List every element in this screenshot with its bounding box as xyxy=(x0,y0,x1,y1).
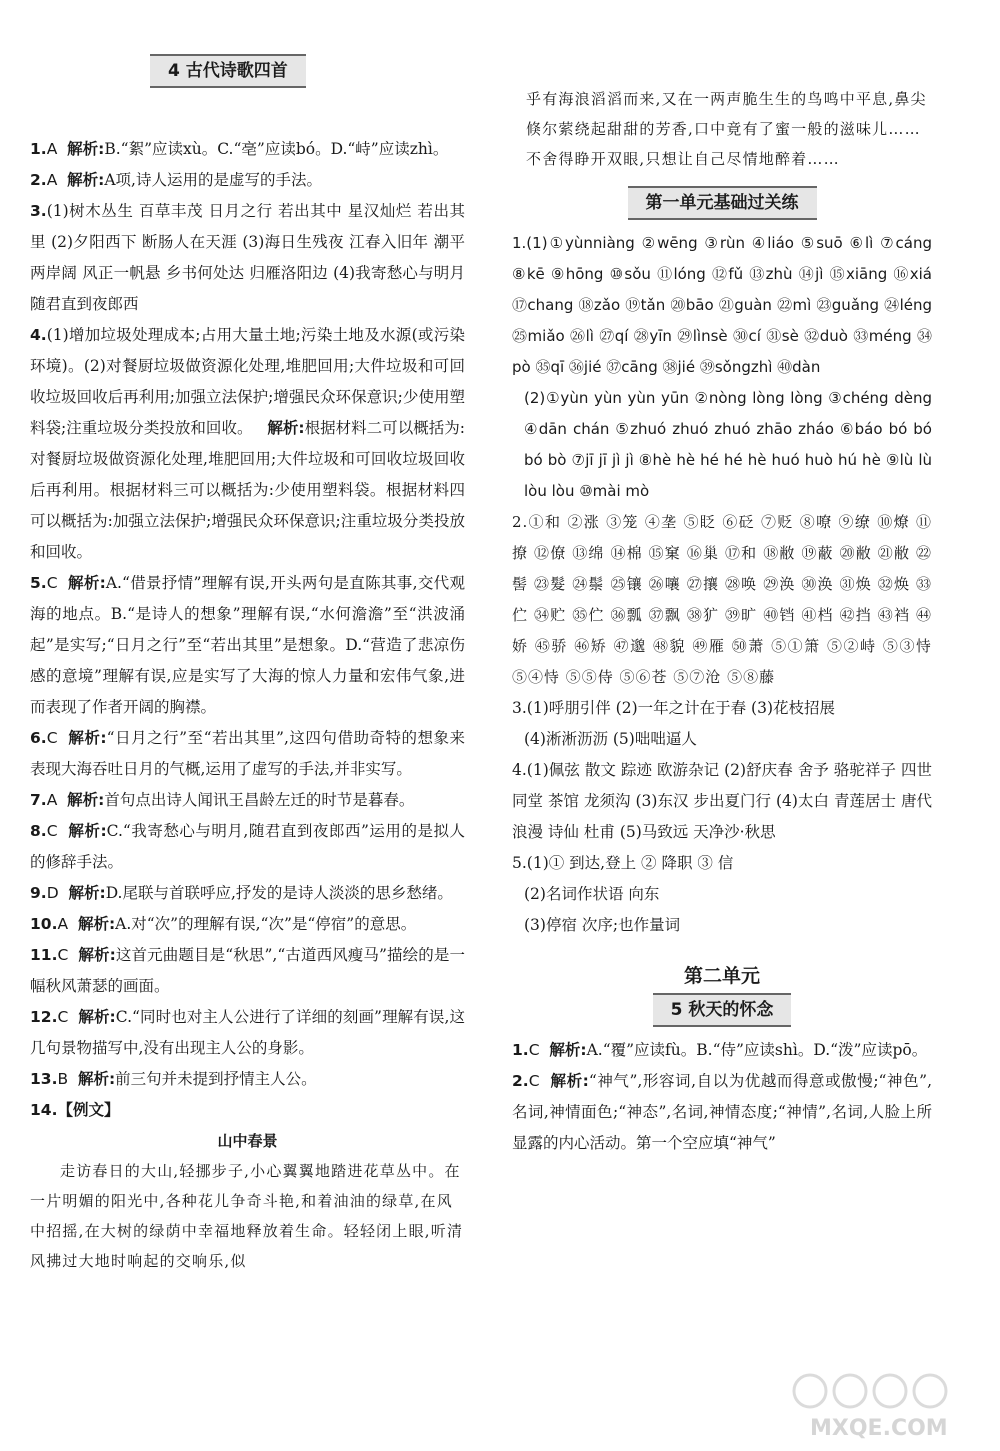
q5-line3: (3)停宿 次序;也作量词 xyxy=(524,916,681,934)
answer-item-10: 10.A 解析:A.对“次”的理解有误,“次”是“停宿”的意思。 xyxy=(30,915,417,933)
watermark-text: MXQE.COM xyxy=(810,1416,948,1441)
q3-line1: 3.(1)呼朋引伴 (2)一年之计在于春 (3)花枝招展 xyxy=(512,699,836,717)
watermark-logo xyxy=(790,1361,980,1441)
essay-title: 山中春景 xyxy=(217,1132,278,1150)
left-heading-wrap xyxy=(30,0,465,86)
right-column xyxy=(512,84,932,1159)
answer-item-11: 11.C 解析:这首元曲题目是“秋思”,“古道西风瘦马”描绘的是一幅秋风萧瑟的画面。 xyxy=(30,946,466,995)
answer-item-13: 13.B 解析:前三句并未提到抒情主人公。 xyxy=(30,1070,317,1088)
lesson5-answer-2: 2.C 解析:“神气”,形容词,自以为优越而得意或傲慢;“神色”,名词,神情面色;“神态”,名词,神情态度;“神情”,名词,人脸上所显露的内心活动。第一个空应填“神气” xyxy=(512,1072,932,1152)
q1-part1: 1.(1)①yùnniàng ②wēng ③rùn ④liáo ⑤suō ⑥lì ⑦cáng ⑧kē ⑨hōng ⑩sǒu ⑪lóng ⑫fǔ ⑬zhù ⑭jì ⑮xiāng ⑯xiá ⑰chang ⑱zǎo ⑲tǎn ⑳bāo ㉑guàn ㉒mì ㉓guǎng ㉔léng ㉕miǎo ㉖lì ㉗qí ㉘yīn ㉙lìnsè ㉚cí ㉛sè ㉜duò ㉝méng ㉞pò ㉟qī ㊱jié ㊲cāng ㊳jié ㊴sǒngzhì ㊵dàn xyxy=(512,234,932,376)
lesson5-heading-wrap xyxy=(512,993,932,1027)
answer-item-2: 2.A 解析:A项,诗人运用的是虚写的手法。 xyxy=(30,171,322,189)
answer-item-3: 3.(1)树木丛生 百草丰茂 日月之行 若出其中 星汉灿烂 若出其里 (2)夕阳西下 断肠人在天涯 (3)海日生残夜 江春入旧年 潮平两岸阔 风正一帆悬 乡书何处达 归雁洛阳边 (4)我寄愁心与明月 随君直到夜郎西 xyxy=(30,202,465,313)
answer-item-4: 4.(1)增加垃圾处理成本;占用大量土地;污染土地及水源(或污染环境)。(2)对餐厨垃圾做资源化处理,堆肥回用;大件垃圾和可回收垃圾回收后再利用;加强立法保护;增强民众环保意识;少使用塑料袋;注重垃圾分类投放和回收。 解析:根据材料二可以概括为:对餐厨垃圾做资源化处理,堆肥回用;大件垃圾和可回收垃圾回收后再利用。根据材料三可以概括为:少使用塑料袋。根据材料四可以概括为:加强立法保护;增强民众环保意识;注重垃圾分类投放和回收。 xyxy=(30,326,465,561)
answer-item-8: 8.C 解析:C.“我寄愁心与明月,随君直到夜郎西”运用的是拟人的修辞手法。 xyxy=(30,822,465,871)
answer-item-9: 9.D 解析:D.尾联与首联呼应,抒发的是诗人淡淡的思乡愁绪。 xyxy=(30,884,453,902)
q4-answers: 4.(1)佩弦 散文 踪迹 欧游杂记 (2)舒庆春 舍予 骆驼祥子 四世同堂 茶馆 龙须沟 (3)东汉 步出夏门行 (4)太白 青莲居士 唐代 浪漫 诗仙 杜甫 (5)马致远 天净沙·秋思 xyxy=(512,761,932,841)
section-heading-4: 4 古代诗歌四首 xyxy=(150,54,306,88)
q3-line2: (4)淅淅沥沥 (5)咄咄逼人 xyxy=(524,730,697,748)
left-column xyxy=(30,0,465,1276)
left-answers xyxy=(30,134,465,1276)
q1-part2: (2)①yùn yùn yùn yūn ②nòng lòng lòng ③chéng dèng ④dān chán ⑤zhuó zhuó zhuó zhāo zháo ⑥báo bó bó bó bò ⑦jī jī jì jì ⑧hè hè hé hé hè huó huò hú hè ⑨lù lù lòu lòu ⑩mài mò xyxy=(524,389,932,500)
unit1-heading-wrap xyxy=(512,186,932,220)
q5-line1: 5.(1)① 到达,登上 ② 降职 ③ 信 xyxy=(512,854,734,872)
section-heading-5: 5 秋天的怀念 xyxy=(653,993,792,1027)
essay-continuation: 乎有海浪滔滔而来,又在一两声脆生生的鸟鸣中平息,鼻尖倏尔萦绕起甜甜的芳香,口中竟有了蜜一般的滋味儿……不舍得睁开双眼,只想让自己尽情地醉着…… xyxy=(526,90,927,168)
answer-item-7: 7.A 解析:首句点出诗人闻讯王昌龄左迁的时节是暮春。 xyxy=(30,791,415,809)
answer-item-12: 12.C 解析:C.“同时也对主人公进行了详细的刻画”理解有误,这几句景物描写中,没有出现主人公的身影。 xyxy=(30,1008,465,1057)
essay-paragraph: 走访春日的大山,轻挪步子,小心翼翼地踏进花草丛中。在一片明媚的阳光中,各种花儿争奇斗艳,和着油油的绿草,在风中招摇,在大树的绿荫中幸福地释放着生命。轻轻闭上眼,听清风拂过大地时响起的交响乐,似 xyxy=(30,1162,464,1270)
answer-item-5: 5.C 解析:A.“借景抒情”理解有误,开头两句是直陈其事,交代观海的地点。B.“是诗人的想象”理解有误,“水何澹澹”至“洪波涌起”是实写;“日月之行”至“若出其里”是想象。D.“营造了悲凉伤感的意境”理解有误,应是实写了大海的惊人力量和宏伟气象,进而表现了作者开阔的胸襟。 xyxy=(30,574,466,716)
answer-item-1: 1.A 解析:B.“絮”应读xù。C.“亳”应读bó。D.“峙”应读zhì。 xyxy=(30,140,449,158)
q5-line2: (2)名词作状语 向东 xyxy=(524,885,660,903)
answer-item-6: 6.C 解析:“日月之行”至“若出其里”,这四句借助奇特的想象来表现大海吞吐日月的气概,运用了虚写的手法,并非实写。 xyxy=(30,729,466,778)
section-heading-unit1: 第一单元基础过关练 xyxy=(628,186,817,220)
q2-answers: 2.①和 ②涨 ③笼 ④垄 ⑤眨 ⑥砭 ⑦贬 ⑧嘹 ⑨缭 ⑩燎 ⑪撩 ⑫僚 ⑬绵 ⑭棉 ⑮窠 ⑯巢 ⑰和 ⑱敝 ⑲蔽 ⑳敝 ㉑敝 ㉒髻 ㉓髮 ㉔鬃 ㉕镶 ㉖嚷 ㉗攘 ㉘唤 ㉙涣 ㉚涣 ㉛焕 ㉜焕 ㉝伫 ㉞贮 ㉟伫 ㊱瓢 ㊲飘 ㊳犷 ㊴旷 ㊵铛 ㊶档 ㊷挡 ㊸裆 ㊹娇 ㊺骄 ㊻矫 ㊼邈 ㊽貌 ㊾雁 ㊿萧 ⑤①箫 ⑤②峙 ⑤③恃 ⑤④恃 ⑤⑤侍 ⑤⑥苍 ⑤⑦沧 ⑤⑧藤 xyxy=(512,513,932,686)
unit2-title: 第二单元 xyxy=(683,965,760,987)
answer-item-14: 14.【例文】 xyxy=(30,1101,120,1119)
lesson5-answer-1: 1.C 解析:A.“覆”应读fù。B.“侍”应读shì。D.“泼”应读pō。 xyxy=(512,1041,928,1059)
